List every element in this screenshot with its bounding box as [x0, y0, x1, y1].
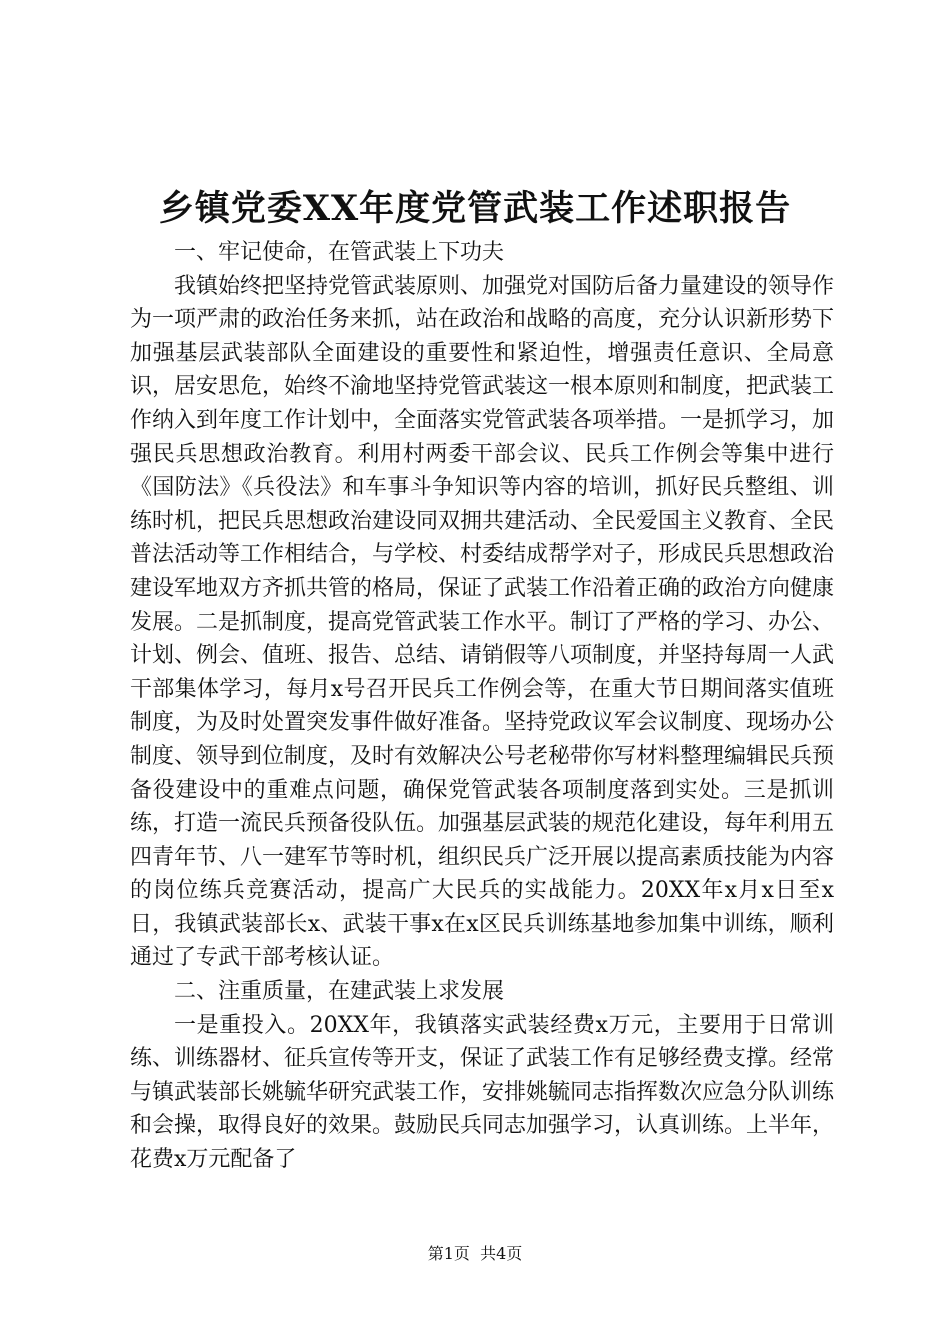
document-title: 乡镇党委XX年度党管武装工作述职报告: [158, 188, 792, 229]
page-total: 共4页: [480, 1244, 523, 1263]
section-heading-2: 二、注重质量，在建武装上求发展: [174, 979, 505, 1005]
body-paragraph-2: 一是重投入。20XX年，我镇落实武装经费x万元，主要用于日常训练、训练器材、征兵宣传等开支，保证了武装工作有足够经费支撑。经常与镇武装部长姚毓华研究武装工作，安排姚毓同志指挥数次应急分队训练和会操，取得良好的效果。鼓励民兵同志加强学习，认真训练。上半年，花费x万元配备了: [130, 1012, 835, 1173]
body-paragraph-1: 我镇始终把坚持党管武装原则、加强党对国防后备力量建设的领导作为一项严肃的政治任务来抓，站在政治和战略的高度，充分认识新形势下加强基层武装部队全面建设的重要性和紧迫性，增强责任意识、全局意识，居安思危，始终不渝地坚持党管武装这一根本原则和制度，把武装工作纳入到年度工作计划中，全面落实党管武装各项举措。一是抓学习，加强民兵思想政治教育。利用村两委干部会议、民兵工作例会等集中进行《国防法》《兵役法》和车事斗争知识等内容的培训，抓好民兵整组、训练时机，把民兵思想政治建设同双拥共建活动、全民爱国主义教育、全民普法活动等工作相结合，与学校、村委结成帮学对子，形成民兵思想政治建设军地双方齐抓共管的格局，保证了武装工作沿着正确的政治方向健康发展。二是抓制度，提高党管武装工作水平。制订了严格的学习、办公、计划、例会、值班、报告、总结、请销假等八项制度，并坚持每周一人武干部集体学习，每月x号召开民兵工作例会等，在重大节日期间落实值班制度，为及时处置突发事件做好准备。坚持党政议军会议制度、现场办公制度、领导到位制度，及时有效解决公号老秘带你写材料整理编辑民兵预备役建设中的重难点问题，确保党管武装各项制度落到实处。三是抓训练，打造一流民兵预备役队伍。加强基层武装的规范化建设，每年利用五四青年节、八一建军节等时机，组织民兵广泛开展以提高素质技能为内容的岗位练兵竞赛活动，提高广大民兵的实战能力。20XX年x月x日至x日，我镇武装部长x、武装干事x在x区民兵训练基地参加集中训练，顺利通过了专武干部考核认证。: [130, 273, 835, 971]
section-heading-1: 一、牢记使命，在管武装上下功夫: [174, 240, 505, 265]
document-body: [130, 236, 834, 1177]
page-footer: [0, 1243, 950, 1265]
page-number: 第1页: [427, 1244, 470, 1263]
